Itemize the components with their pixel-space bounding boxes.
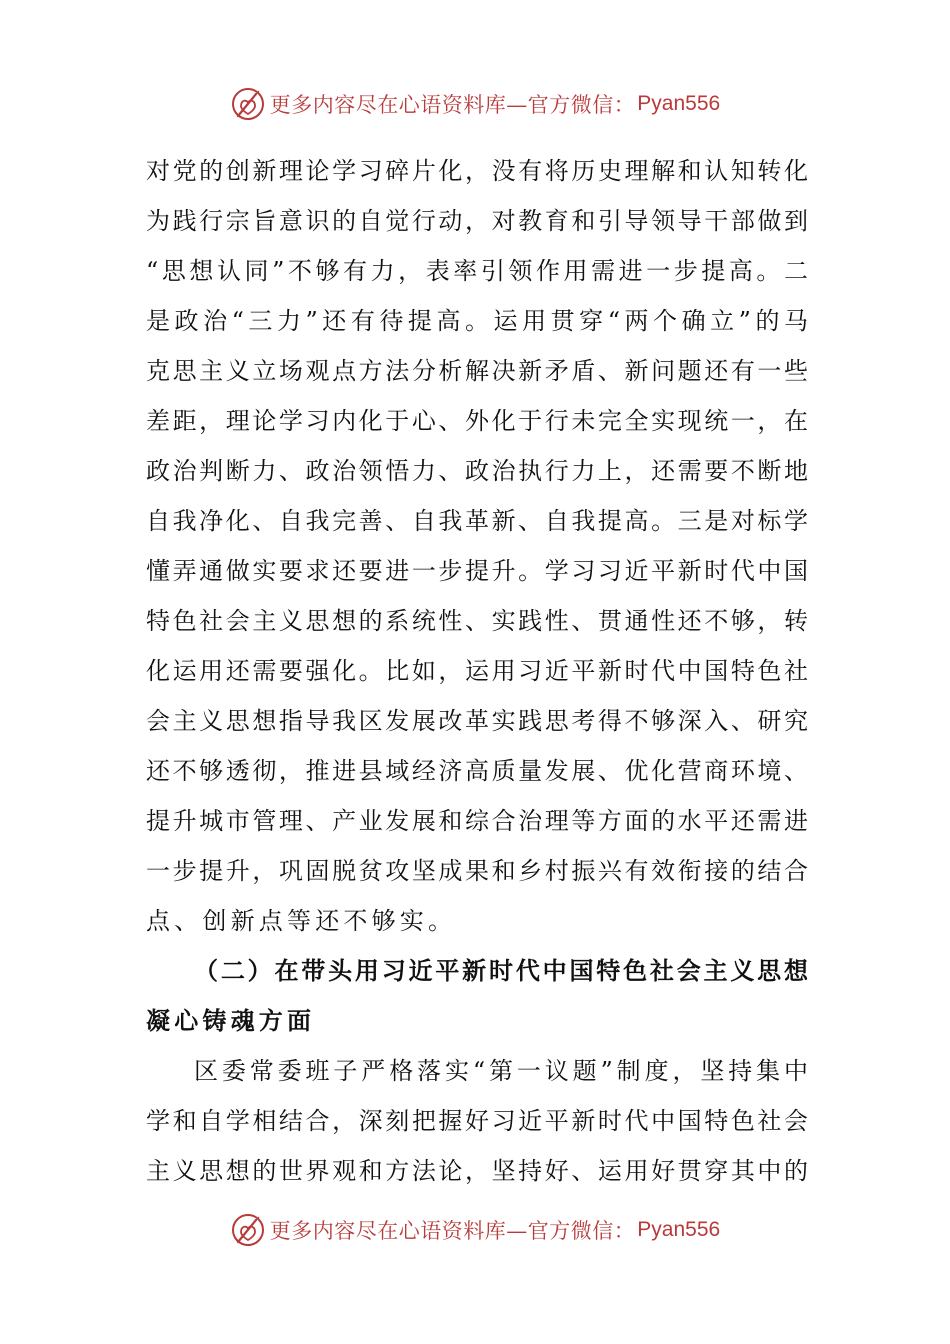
- pen-heart-logo-icon: [230, 86, 266, 122]
- body-line: 差距，理论学习内化于心、外化于行未完全实现统一，在: [146, 407, 808, 435]
- body-line: 一步提升，巩固脱贫攻坚成果和乡村振兴有效衔接的结合: [146, 857, 808, 885]
- body-line: 特色社会主义思想的系统性、实践性、贯通性还不够，转: [146, 607, 808, 635]
- header-watermark-banner: [0, 82, 950, 126]
- wechat-id: Pyan556: [637, 1218, 721, 1241]
- body-line: 点、创新点等还不够实。: [146, 907, 457, 935]
- banner-text: 更多内容尽在心语资料库—官方微信：: [269, 1219, 636, 1243]
- section-heading-continued: 凝心铸魂方面: [146, 1007, 316, 1035]
- wechat-id: Pyan556: [637, 92, 721, 115]
- body-line: “思想认同”不够有力，表率引领作用需进一步提高。二: [146, 257, 808, 285]
- footer-watermark-banner: [0, 1208, 950, 1252]
- body-line: 提升城市管理、产业发展和综合治理等方面的水平还需进: [146, 807, 808, 835]
- body-line: 克思主义立场观点方法分析解决新矛盾、新问题还有一些: [146, 357, 808, 385]
- body-line: 是政治“三力”还有待提高。运用贯穿“两个确立”的马: [146, 307, 808, 335]
- body-line: 对党的创新理论学习碎片化，没有将历史理解和认知转化: [146, 157, 808, 185]
- section-heading: （二）在带头用习近平新时代中国特色社会主义思想: [194, 957, 808, 985]
- body-line: 化运用还需要强化。比如，运用习近平新时代中国特色社: [146, 657, 808, 685]
- paragraph-line: 区委常委班子严格落实“第一议题”制度，坚持集中: [194, 1057, 808, 1085]
- paragraph-line: 学和自学相结合，深刻把握好习近平新时代中国特色社会: [146, 1107, 808, 1135]
- body-line: 自我净化、自我完善、自我革新、自我提高。三是对标学: [146, 507, 808, 535]
- body-line: 还不够透彻，推进县域经济高质量发展、优化营商环境、: [146, 757, 808, 785]
- body-line: 会主义思想指导我区发展改革实践思考得不够深入、研究: [146, 707, 808, 735]
- body-line: 懂弄通做实要求还要进一步提升。学习习近平新时代中国: [146, 557, 808, 585]
- pen-heart-logo-icon: [230, 1212, 266, 1248]
- paragraph-line: 主义思想的世界观和方法论，坚持好、运用好贯穿其中的: [146, 1157, 808, 1185]
- document-body: [146, 146, 808, 1196]
- body-line: 为践行宗旨意识的自觉行动，对教育和引导领导干部做到: [146, 207, 808, 235]
- body-line: 政治判断力、政治领悟力、政治执行力上，还需要不断地: [146, 457, 808, 485]
- banner-text: 更多内容尽在心语资料库—官方微信：: [269, 93, 636, 117]
